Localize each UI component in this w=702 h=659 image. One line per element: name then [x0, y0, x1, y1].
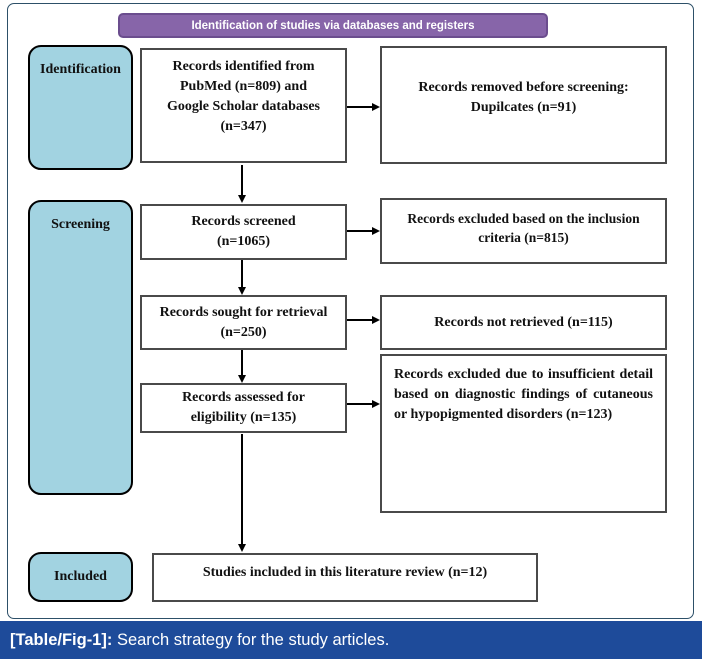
- box-records-excluded-inclusion-text: Records excluded based on the inclusion criteria (n=815): [407, 211, 640, 246]
- box-records-sought: [140, 295, 347, 350]
- arrow-right-identified-to-removed: [347, 102, 380, 112]
- stage-screening: [28, 200, 133, 495]
- stage-included: [28, 552, 133, 602]
- box-records-sought-text: Records sought for retrieval (n=250): [159, 304, 328, 340]
- stage-identification: [28, 45, 133, 170]
- box-records-screened-text: Records screened (n=1065): [191, 214, 296, 249]
- stage-identification-label: Identification: [40, 62, 121, 77]
- banner-label: Identification of studies via databases and registers: [191, 19, 475, 32]
- box-records-screened: [140, 204, 347, 260]
- stage-screening-label: Screening: [51, 217, 110, 232]
- box-records-assessed: [140, 383, 347, 433]
- figure-caption: [0, 621, 702, 659]
- box-records-not-retrieved-text: Records not retrieved (n=115): [434, 314, 613, 330]
- box-records-excluded-inclusion: [380, 198, 667, 264]
- arrow-right-screened-to-excluded: [347, 226, 380, 236]
- arrow-down-identified-to-screened: [237, 165, 247, 203]
- box-records-removed: [380, 46, 667, 164]
- stage-included-label: Included: [54, 569, 107, 584]
- box-studies-included-text: Studies included in this literature review (n=12): [202, 565, 488, 581]
- box-records-excluded-detail: [380, 354, 667, 513]
- arrow-down-assessed-to-included: [237, 434, 247, 552]
- arrow-down-sought-to-assessed: [237, 350, 247, 383]
- banner: [118, 13, 548, 38]
- box-records-excluded-detail-text: Records excluded due to insufficient detail based on diagnostic findings of cutaneous or hypopigmented disorders (n=123): [394, 367, 653, 422]
- arrow-right-assessed-to-excluded-detail: [347, 399, 380, 409]
- caption-tag: [Table/Fig-1]:: [10, 630, 113, 649]
- arrow-right-sought-to-not-retrieved: [347, 315, 380, 325]
- box-records-identified: [140, 48, 347, 163]
- box-records-assessed-text: Records assessed for eligibility (n=135): [182, 390, 305, 425]
- box-records-removed-text: Records removed before screening: Dupilcates (n=91): [418, 80, 629, 115]
- arrow-down-screened-to-sought: [237, 260, 247, 295]
- box-records-not-retrieved: [380, 295, 667, 350]
- box-studies-included: [152, 553, 538, 602]
- caption-text: Search strategy for the study articles.: [112, 630, 390, 649]
- box-records-identified-text: Records identified from PubMed (n=809) and Google Scholar databases (n=347): [167, 59, 320, 134]
